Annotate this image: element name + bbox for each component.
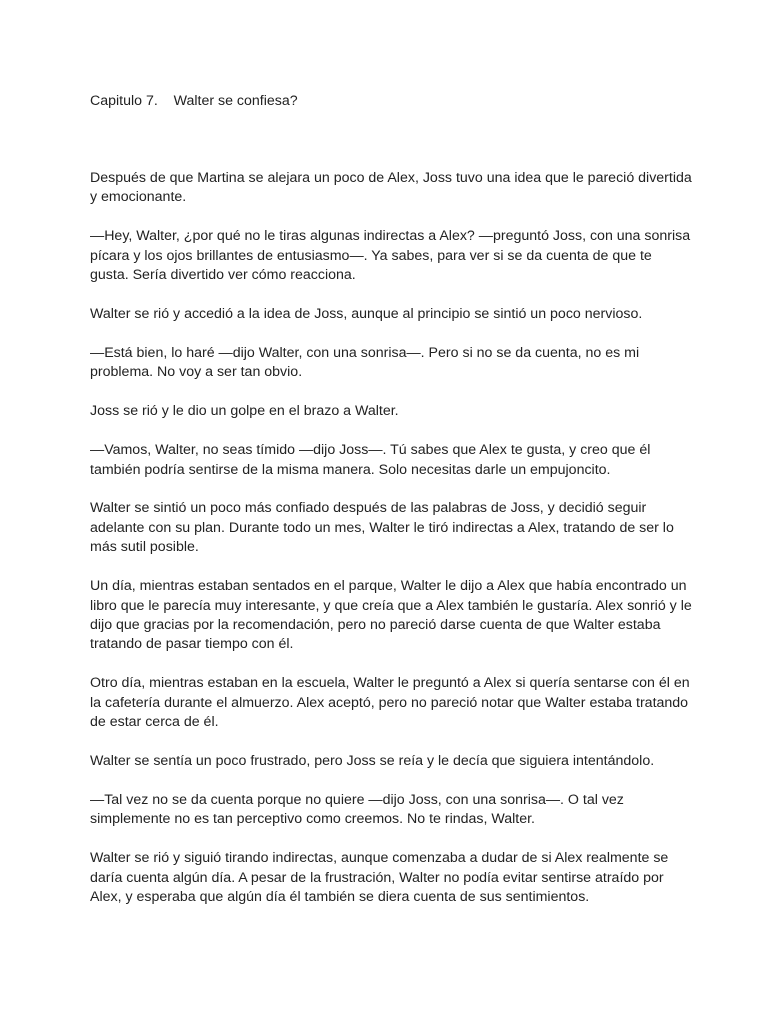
text-line: Un día, mientras estaban sentados en el parque, Walter le dijo a Alex que había encontrado un: [90, 578, 687, 595]
paragraph: [90, 577, 690, 655]
text-line: más sutil posible.: [90, 539, 199, 556]
text-line: adelante con su plan. Durante todo un mes, Walter le tiró indirectas a Alex, tratando de ser lo: [90, 519, 674, 536]
paragraph: [90, 169, 690, 208]
text-line: daría cuenta algún día. A pesar de la frustración, Walter no podía evitar sentirse atraído por: [90, 869, 664, 886]
text-line: Alex, y esperaba que algún día él también se diera cuenta de sus sentimientos.: [90, 889, 590, 906]
paragraph: [90, 227, 690, 285]
paragraph: [90, 791, 690, 830]
text-line: problema. No voy a ser tan obvio.: [90, 364, 303, 381]
text-line: Otro día, mientras estaban en la escuela, Walter le preguntó a Alex si quería sentarse con él en: [90, 675, 690, 692]
text-line: pícara y los ojos brillantes de entusiasmo—. Ya sabes, para ver si se da cuenta de que te: [90, 247, 652, 264]
text-line: gusta. Sería divertido ver cómo reacciona.: [90, 267, 356, 284]
paragraph: [90, 849, 690, 907]
text-line: libro que le parecía muy interesante, y que creía que a Alex también le gustaría. Alex sonrió y le: [90, 597, 692, 614]
paragraph: [90, 305, 690, 324]
text-line: dijo que gracias por la recomendación, pero no pareció darse cuenta de que Walter estaba: [90, 617, 661, 633]
text-line: de estar cerca de él.: [90, 714, 219, 731]
text-line: —Tal vez no se da cuenta porque no quiere —dijo Joss, con una sonrisa—. O tal vez: [90, 791, 624, 808]
paragraph: [90, 441, 690, 480]
text-line: y emocionante.: [90, 189, 187, 206]
paragraph: [90, 402, 690, 421]
text-line: Walter se rió y accedió a la idea de Joss, aunque al principio se sintió un poco nervioso.: [90, 306, 643, 323]
paragraph: [90, 499, 690, 557]
text-line: —Hey, Walter, ¿por qué no le tiras algunas indirectas a Alex? —preguntó Joss, con una sonrisa: [90, 228, 691, 245]
text-line: simplemente no es tan perceptivo como creemos. No te rindas, Walter.: [90, 811, 536, 828]
paragraph: [90, 344, 690, 383]
document-body: [90, 169, 690, 927]
text-line: Joss se rió y le dio un golpe en el brazo a Walter.: [90, 403, 399, 420]
text-line: la cafetería durante el almuerzo. Alex aceptó, pero no pareció notar que Walter estaba tratando: [90, 694, 689, 711]
paragraph: [90, 752, 690, 771]
text-line: también podría sentirse de la misma manera. Solo necesitas darle un empujoncito.: [90, 461, 611, 478]
chapter-title: Capitulo 7. Walter se confiesa?: [90, 93, 298, 109]
text-line: tratando de pasar tiempo con él.: [90, 636, 294, 653]
text-line: Después de que Martina se alejara un poco de Alex, Joss tuvo una idea que le pareció divertida: [90, 170, 692, 186]
text-line: —Está bien, lo haré —dijo Walter, con una sonrisa—. Pero si no se da cuenta, no es mi: [90, 344, 640, 361]
text-line: Walter se sentía un poco frustrado, pero Joss se reía y le decía que siguiera intentándolo.: [90, 753, 655, 770]
text-line: Walter se rió y siguió tirando indirectas, aunque comenzaba a dudar de si Alex realmente se: [90, 850, 669, 867]
text-line: —Vamos, Walter, no seas tímido —dijo Joss—. Tú sabes que Alex te gusta, y creo que él: [90, 442, 651, 459]
paragraph: [90, 674, 690, 732]
text-line: Walter se sintió un poco más confiado después de las palabras de Joss, y decidió seguir: [90, 500, 647, 517]
